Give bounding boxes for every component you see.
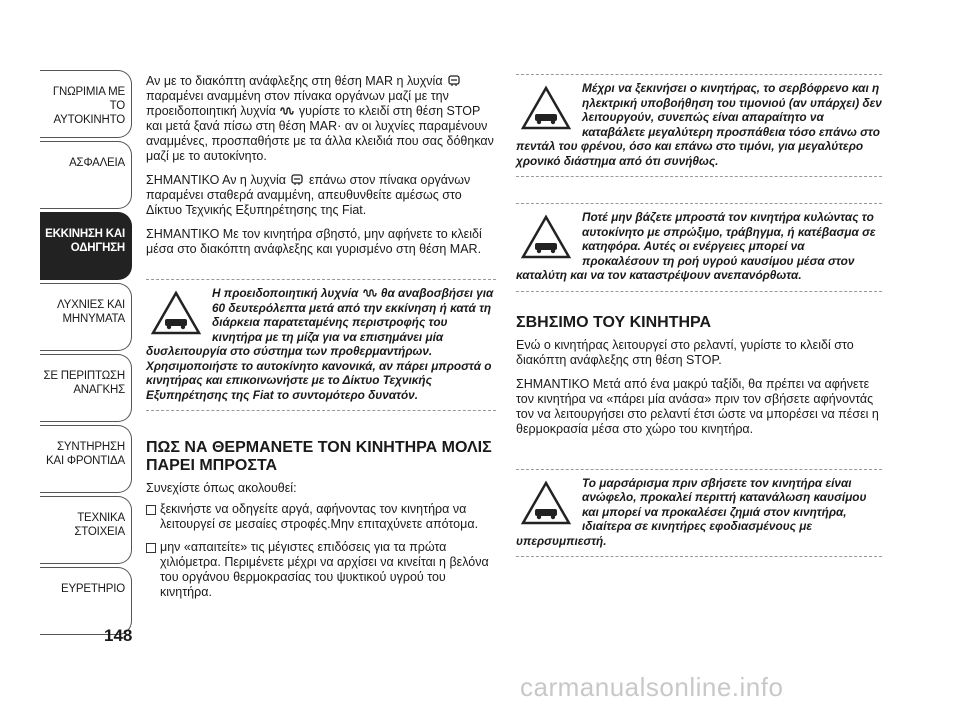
warning-triangle-icon (520, 85, 572, 131)
paragraph: Ενώ ο κινητήρας λειτουργεί στο ρελαντί, γυρίστε το κλειδί στο διακόπτη ανάφλεξης στη θέση STOP. (516, 337, 854, 367)
warning-triangle-icon (150, 290, 202, 336)
warning-triangle-icon (520, 480, 572, 526)
paragraph: ΣΗΜΑΝΤΙΚΟ Αν η λυχνία επάνω στον πίνακα οργάνων παραμένει σταθερά αναμμένη, απευθυνθείτε αμέσως στο Δίκτυο Τεχνικής Εξυπηρέτησης της Fiat. (146, 173, 471, 217)
paragraph: Αν με το διακόπτη ανάφλεξης στη θέση MAR η λυχνία παραμένει αναμμένη στον πίνακα οργάνων μαζί με την προειδοποιητική λυχνία γυρίστε το κλειδί στη θέση STOP και μετά ξανά πίσω στη θέση MAR· αν οι λυχνίες παραμένουν αναμμένες, προσπαθήστε με τα άλλα κλειδιά που σας δόθηκαν μαζί με το αυτοκίνητο. (146, 74, 494, 163)
warning-triangle-icon (520, 214, 572, 260)
warning-box: Η προειδοποιητική λυχνία θα αναβοσβήσει για 60 δευτερόλεπτα μετά από την εκκίνηση ή κατά τη διάρκεια παρατεταμένης περιστροφής του κινητήρα με τη μίζα για να επισημάνει μία δυσλειτουργία στο σύστημα των προθερμαντήρων. Χρησιμοποιήστε το αυτοκίνητο κανονικά, αν πάρει μπροστά ο κινητήρας και επικοινωνήστε με το Δίκτυο Τεχνικής Εξυπηρέτησης της Fiat το συντομότερο δυνατόν. (146, 279, 496, 411)
list-item: μην «απαιτείτε» τις μέγιστες επιδόσεις για τα πρώτα χιλιόμετρα. Περιμένετε μέχρι να αρχίσει να κινείται η βελόνα του οργάνου θερμοκρασίας του ψυκτικού υγρού του κινητήρα. (146, 540, 496, 600)
list-item: ξεκινήστε να οδηγείτε αργά, αφήνοντας τον κινητήρα να λειτουργεί σε μεσαίες στροφές.Μην επιταχύνετε απότομα. (146, 502, 496, 532)
right-column (516, 74, 882, 557)
section-title: ΣΒΗΣΙΜΟ ΤΟΥ ΚΙΝΗΤΗΡΑ (516, 313, 712, 331)
paragraph: ΣΗΜΑΝΤΙΚΟ Μετά από ένα μακρύ ταξίδι, θα πρέπει να αφήνετε τον κινητήρα να «πάρει μία ανάσα» πριν τον σβήσετε αφήνοντάς τον να λειτουργήσει στο ρελαντί έτσι ώστε να μπορέσει να πέσει η θερμοκρασία μέσα στο χώρο του κινητήρα. (516, 376, 879, 436)
section-title: ΠΩΣ ΝΑ ΘΕΡΜΑΝΕΤΕ ΤΟΝ ΚΙΝΗΤΗΡΑ ΜΟΛΙΣ ΠΑΡΕΙ ΜΠΡΟΣΤΑ (146, 439, 492, 474)
tab-safety[interactable]: ΑΣΦΑΛΕΙΑ (40, 141, 132, 209)
glow-plug-icon (362, 287, 378, 299)
paragraph: Συνεχίστε όπως ακολουθεί: (146, 481, 297, 495)
page-number: 148 (104, 626, 133, 645)
tab-starting-driving[interactable]: ΕΚΚΙΝΗΣΗ ΚΑΙ ΟΔΗΓΗΣΗ (40, 212, 132, 280)
glow-plug-icon (279, 105, 295, 117)
engine-immobilizer-lamp-icon (446, 75, 462, 87)
chapter-tabs (40, 70, 132, 638)
warning-box: Μέχρι να ξεκινήσει ο κινητήρας, το σερβόφρενο και η ηλεκτρική υποβοήθηση του τιμονιού (αν υπάρχει) δεν λειτουργούν, συνεπώς είναι απαραίτητο να καταβάλετε μεγαλύτερη προσπάθεια τόσο επάνω στο πεντάλ του φρένου, όσο και επάνω στο τιμόνι, για μεγαλύτερο χρονικό διάστημα από ότι συνήθως. (516, 74, 882, 177)
engine-immobilizer-lamp-icon (289, 174, 305, 186)
tab-technical-data[interactable]: ΤΕΧΝΙΚΑ ΣΤΟΙΧΕΙΑ (40, 496, 132, 564)
paragraph: ΣΗΜΑΝΤΙΚΟ Με τον κινητήρα σβηστό, μην αφήνετε το κλειδί μέσα στο διακόπτη ανάφλεξης και γυρισμένο στη θέση MAR. (146, 227, 482, 256)
warning-box: Ποτέ μην βάζετε μπροστά τον κινητήρα κυλώντας το αυτοκίνητο με σπρώξιμο, τράβηγμα, ή κατέβασμα σε κατηφόρα. Αυτές οι ενέργειες μπορεί να προκαλέσουν τη ροή υγρού καυσίμου μέσα στον καταλύτη και να τον καταστρέψουν ανεπανόρθωτα. (516, 203, 882, 292)
tab-maintenance[interactable]: ΣΥΝΤΗΡΗΣΗ ΚΑΙ ΦΡΟΝΤΙΔΑ (40, 425, 132, 493)
left-column (146, 74, 496, 608)
tab-index[interactable]: ΕΥΡΕΤΗΡΙΟ (40, 567, 132, 635)
tab-getting-to-know[interactable]: ΓΝΩΡΙΜΙΑ ΜΕ ΤΟ ΑΥΤΟΚΙΝΗΤΟ (40, 70, 132, 138)
tab-lamps-messages[interactable]: ΛΥΧΝΙΕΣ ΚΑΙ ΜΗΝΥΜΑΤΑ (40, 283, 132, 351)
watermark: carmanualsonline.info (520, 672, 784, 702)
tab-emergency[interactable]: ΣΕ ΠΕΡΙΠΤΩΣΗ ΑΝΑΓΚΗΣ (40, 354, 132, 422)
warning-box: Το μαρσάρισμα πριν σβήσετε τον κινητήρα είναι ανώφελο, προκαλεί περιττή κατανάλωση καυσίμου και μπορεί να προκαλέσει ζημιά στον κινητήρα, ιδιαίτερα σε κινητήρες εφοδιασμένους με υπερσυμπιεστή. (516, 469, 882, 558)
